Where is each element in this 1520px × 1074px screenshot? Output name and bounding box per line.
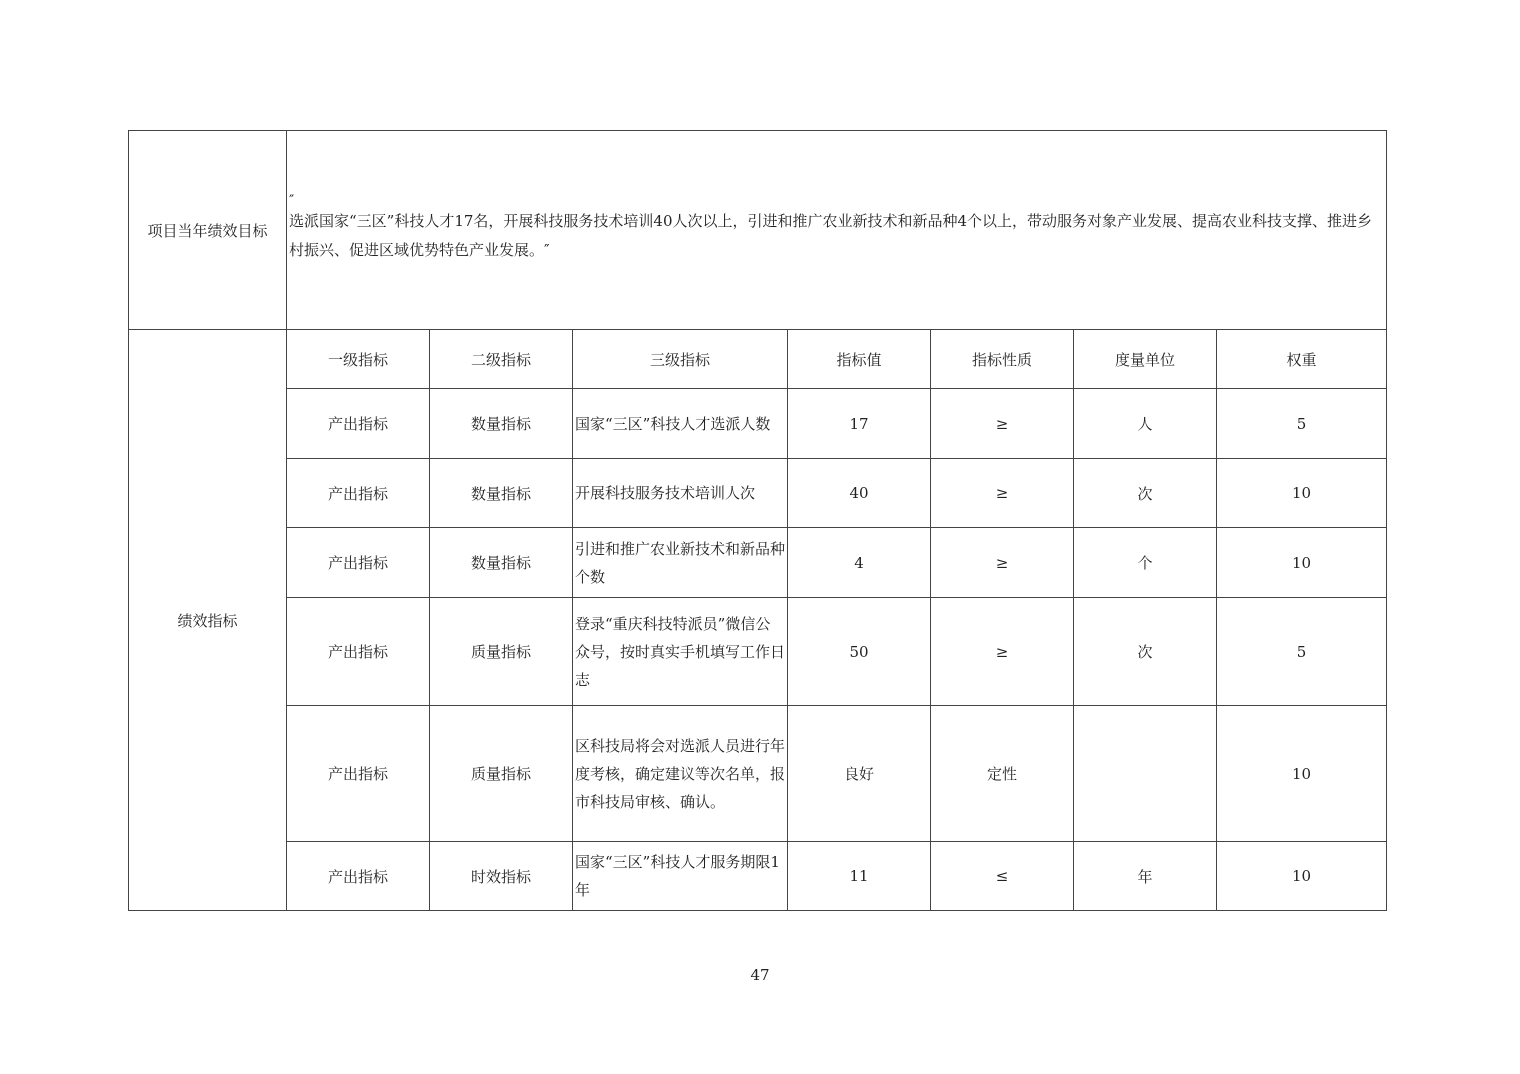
cell-weight: 5 (1217, 389, 1387, 459)
goal-open-mark: ″ (289, 193, 295, 209)
table-row (129, 842, 1387, 911)
cell-nature: ≤ (931, 842, 1074, 911)
cell-level1: 产出指标 (287, 459, 430, 528)
cell-level1: 产出指标 (287, 389, 430, 459)
header-level1: 一级指标 (287, 330, 430, 389)
cell-weight: 5 (1217, 598, 1387, 706)
cell-level1: 产出指标 (287, 598, 430, 706)
cell-weight: 10 (1217, 706, 1387, 842)
cell-level3: 区科技局将会对选派人员进行年度考核，确定建议等次名单，报市科技局审核、确认。 (573, 706, 788, 842)
header-value: 指标值 (788, 330, 931, 389)
cell-level3: 开展科技服务技术培训人次 (573, 459, 788, 528)
cell-level1: 产出指标 (287, 528, 430, 598)
cell-level3: 登录“重庆科技特派员”微信公众号，按时真实手机填写工作日志 (573, 598, 788, 706)
header-unit: 度量单位 (1074, 330, 1217, 389)
cell-unit: 个 (1074, 528, 1217, 598)
cell-value: 50 (788, 598, 931, 706)
table-row (129, 389, 1387, 459)
cell-level2: 数量指标 (430, 459, 573, 528)
indicator-header-row (129, 330, 1387, 389)
cell-unit: 年 (1074, 842, 1217, 911)
cell-weight: 10 (1217, 459, 1387, 528)
indicators-label: 绩效指标 (129, 330, 287, 911)
cell-level2: 质量指标 (430, 706, 573, 842)
cell-level3: 国家“三区”科技人才选派人数 (573, 389, 788, 459)
table-row (129, 706, 1387, 842)
cell-level2: 数量指标 (430, 528, 573, 598)
table-row (129, 528, 1387, 598)
cell-value: 11 (788, 842, 931, 911)
cell-level2: 数量指标 (430, 389, 573, 459)
cell-value: 良好 (788, 706, 931, 842)
cell-nature: ≥ (931, 528, 1074, 598)
cell-level3: 国家“三区”科技人才服务期限1年 (573, 842, 788, 911)
cell-unit (1074, 706, 1217, 842)
cell-weight: 10 (1217, 842, 1387, 911)
goal-row (129, 131, 1387, 330)
goal-content (287, 131, 1387, 330)
cell-value: 4 (788, 528, 931, 598)
cell-level2: 时效指标 (430, 842, 573, 911)
cell-nature: ≥ (931, 389, 1074, 459)
cell-level3: 引进和推广农业新技术和新品种个数 (573, 528, 788, 598)
header-nature: 指标性质 (931, 330, 1074, 389)
cell-value: 17 (788, 389, 931, 459)
goal-text: 选派国家“三区”科技人才17名，开展科技服务技术培训40人次以上，引进和推广农业新技术和新品种4个以上，带动服务对象产业发展、提高农业科技支撑、推进乡村振兴、促进区域优势特色产业发展。″ (289, 212, 1373, 259)
cell-level1: 产出指标 (287, 842, 430, 911)
cell-weight: 10 (1217, 528, 1387, 598)
cell-nature: ≥ (931, 459, 1074, 528)
goal-label: 项目当年绩效目标 (129, 131, 287, 330)
cell-nature: 定性 (931, 706, 1074, 842)
cell-unit: 次 (1074, 598, 1217, 706)
header-level3: 三级指标 (573, 330, 788, 389)
cell-unit: 人 (1074, 389, 1217, 459)
cell-level1: 产出指标 (287, 706, 430, 842)
page-number: 47 (750, 966, 770, 984)
header-weight: 权重 (1217, 330, 1387, 389)
table-row (129, 459, 1387, 528)
table-row (129, 598, 1387, 706)
cell-nature: ≥ (931, 598, 1074, 706)
performance-table (128, 130, 1387, 911)
header-level2: 二级指标 (430, 330, 573, 389)
cell-unit: 次 (1074, 459, 1217, 528)
cell-value: 40 (788, 459, 931, 528)
cell-level2: 质量指标 (430, 598, 573, 706)
